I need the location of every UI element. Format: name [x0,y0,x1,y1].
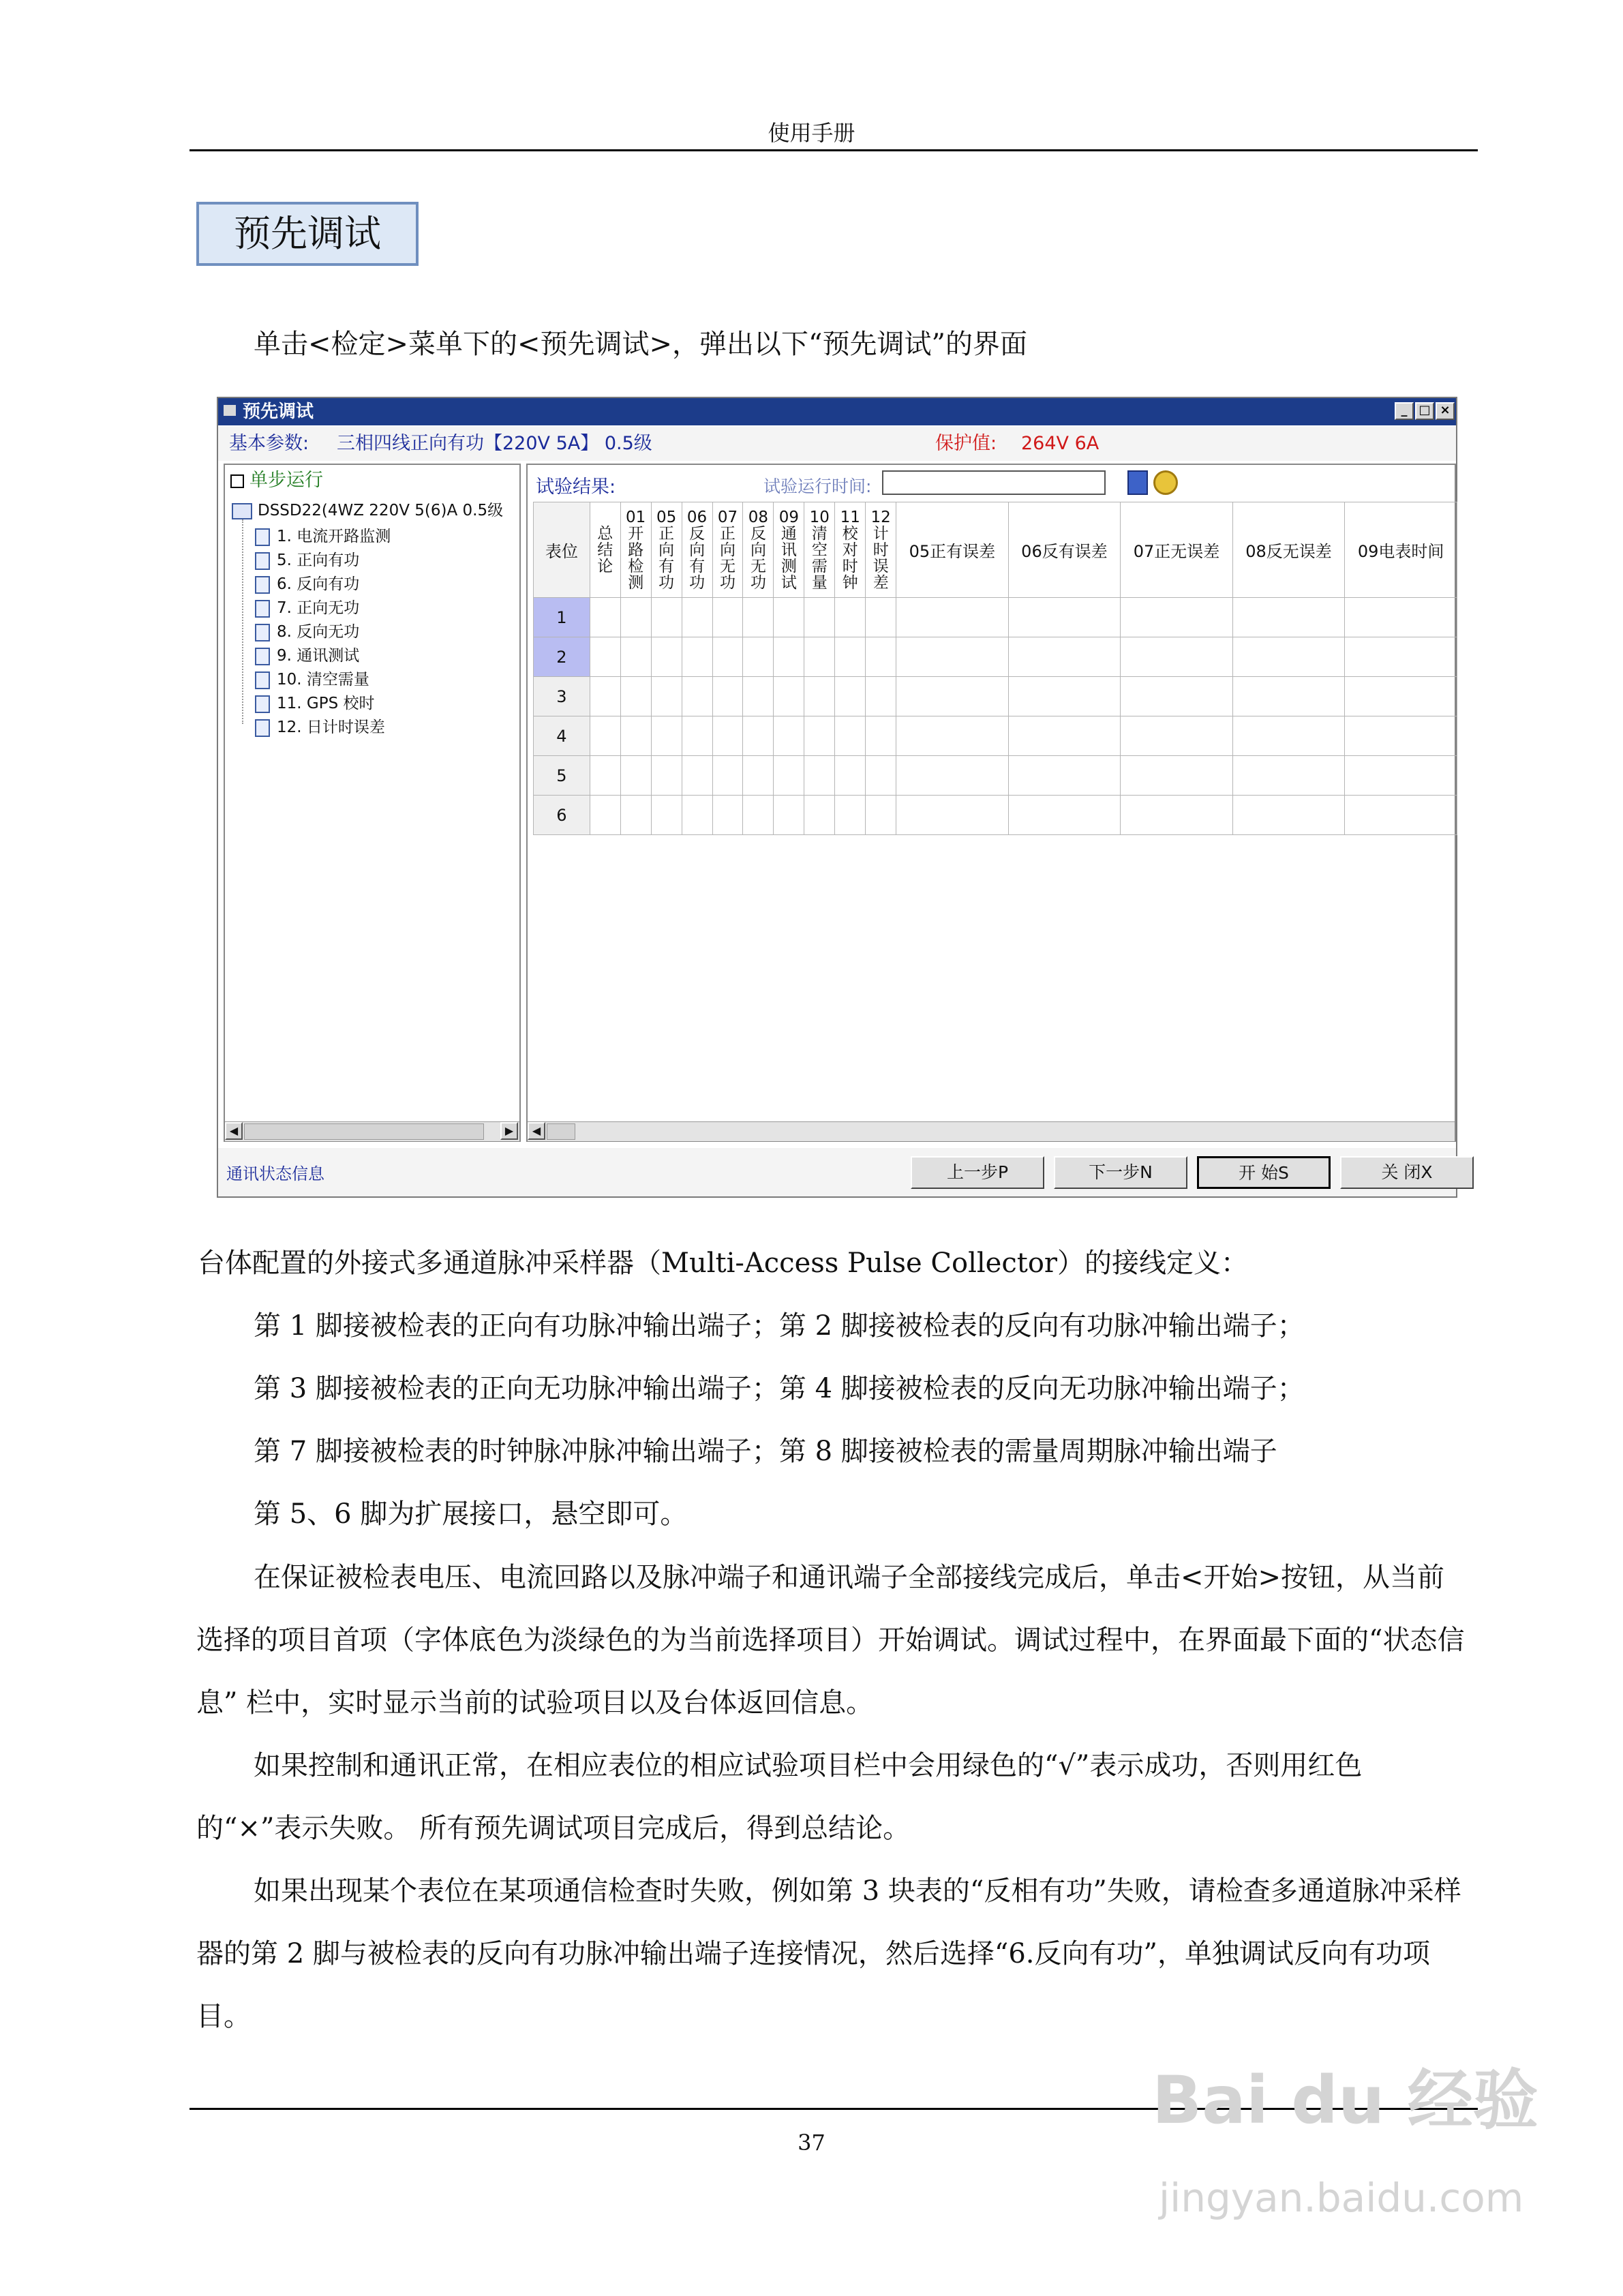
col-06: 06 反向有功 [682,502,712,598]
scroll-left-icon[interactable]: ◀ [528,1122,545,1140]
paragraph-start: 在保证被检表电压、电流回路以及脉冲端子和通讯端子全部接线完成后，单击<开始>按钮，从当前选择的项目首项（字体底色为淡绿色的为当前选择项目）开始调试。调试过程中，在界面最下面的“状态信息” 栏中，实时显示当前的试验项目以及台体返回信息。 [196,1562,1465,1719]
tree-hscrollbar[interactable] [225,1121,519,1141]
baidu-watermark-url: jingyan.baidu.com [1159,2175,1524,2221]
col-07-error: 07正无误差 [1121,502,1233,598]
document-icon [255,648,270,665]
row-number: 4 [534,716,590,756]
pre-debug-window [217,397,1457,1198]
col-12: 12 计时误差 [866,502,896,598]
paragraph-pins-1-2: 第 1 脚接被检表的正向有功脉冲输出端子；第 2 脚接被检表的反向有功脉冲输出端子； [254,1310,1305,1342]
col-09: 09 通讯测试 [774,502,804,598]
minimize-button[interactable]: _ [1395,402,1414,420]
tree-root-label: DSSD22(4WZ 220V 5(6)A 0.5级 [258,502,504,519]
run-time-field[interactable] [882,470,1106,495]
close-button[interactable]: × [1436,402,1455,420]
status-bar [218,1148,1456,1196]
intro-text: 单击<检定>菜单下的<预先调试>，弹出以下“预先调试”的界面 [254,329,1027,360]
results-panel [526,464,1456,1142]
table-row[interactable] [534,716,1457,756]
document-icon [255,719,270,737]
results-table [533,502,1457,835]
window-title: 预先调试 [243,402,314,422]
start-button[interactable]: 开 始S [1197,1156,1331,1189]
row-number: 1 [534,598,590,637]
col-11: 11 校对时钟 [835,502,866,598]
tree-item[interactable]: 9. 通讯测试 [255,644,391,668]
maximize-button[interactable]: □ [1415,402,1434,420]
protect-value: 264V 6A [1021,433,1099,454]
table-row[interactable] [534,598,1457,637]
table-row[interactable] [534,756,1457,796]
tree-item[interactable]: 6. 反向有功 [255,573,391,596]
row-number: 6 [534,796,590,835]
document-icon [255,695,270,713]
row-number: 3 [534,677,590,716]
row-number: 5 [534,756,590,796]
prev-step-button[interactable]: 上一步P [911,1156,1044,1189]
col-08: 08 反向无功 [743,502,774,598]
database-icon[interactable] [1127,470,1148,495]
params-value: 三相四线正向有功【220V 5A】 0.5级 [337,433,652,454]
page-number: 37 [798,2130,825,2156]
document-icon [255,671,270,689]
protect-label: 保护值: [935,433,997,454]
paragraph-wiring-def: 台体配置的外接式多通道脉冲采样器（Multi-Access Pulse Collector）的接线定义： [198,1248,1249,1279]
status-info-label: 通讯状态信息 [226,1164,324,1183]
table-header-row [534,502,1457,598]
tree-root[interactable] [232,499,503,523]
step-run-checkbox[interactable] [230,470,323,491]
window-titlebar [218,398,1456,425]
col-01: 01 开路检测 [620,502,651,598]
scroll-thumb[interactable] [547,1123,575,1140]
book-icon [232,503,252,519]
col-05-error: 05正有误差 [896,502,1009,598]
col-conclusion: 总结论 [590,502,620,598]
tree-item[interactable]: 5. 正向有功 [255,549,391,573]
page-header: 使用手册 [768,120,855,146]
table-hscrollbar[interactable] [528,1121,1455,1141]
tree-item[interactable]: 1. 电流开路监测 [255,525,391,549]
table-row[interactable] [534,637,1457,677]
run-time-label: 试验运行时间: [763,477,872,496]
col-05: 05 正向有功 [651,502,682,598]
paragraph-results: 如果控制和通讯正常，在相应表位的相应试验项目栏中会用绿色的“√”表示成功，否则用红色的“×”表示失败。 所有预先调试项目完成后，得到总结论。 [196,1750,1363,1844]
col-10: 10 清空需量 [804,502,835,598]
document-icon [255,528,270,546]
scroll-left-icon[interactable]: ◀ [225,1122,243,1140]
params-bar [218,427,1456,461]
tree-item[interactable]: 8. 反向无功 [255,620,391,644]
tree-item[interactable]: 7. 正向无功 [255,596,391,620]
gear-icon[interactable] [1153,470,1178,495]
col-09-meter-time: 09电表时间 [1345,502,1457,598]
paragraph-pins-3-4: 第 3 脚接被检表的正向无功脉冲输出端子；第 4 脚接被检表的反向无功脉冲输出端子； [254,1373,1305,1404]
document-icon [255,552,270,570]
tree-item[interactable]: 10. 清空需量 [255,668,391,692]
row-number: 2 [534,637,590,677]
results-label: 试验结果: [536,477,616,498]
document-icon [255,624,270,641]
item-tree-panel [224,464,521,1142]
paragraph-pins-7-8: 第 7 脚接被检表的时钟脉冲脉冲输出端子；第 8 脚接被检表的需量周期脉冲输出端子 [254,1436,1277,1467]
step-run-label: 单步运行 [249,470,323,491]
col-06-error: 06反有误差 [1008,502,1121,598]
app-icon [224,405,236,416]
section-title: 预先调试 [196,202,419,266]
next-step-button[interactable]: 下一步N [1054,1156,1187,1189]
col-07: 07 正向无功 [712,502,743,598]
scroll-thumb[interactable] [244,1123,484,1140]
scroll-right-icon[interactable]: ▶ [500,1122,518,1140]
col-08-error: 08反无误差 [1232,502,1345,598]
close-dialog-button[interactable]: 关 闭X [1340,1156,1474,1189]
tree-item[interactable]: 12. 日计时误差 [255,716,391,740]
paragraph-pins-5-6: 第 5、6 脚为扩展接口，悬空即可。 [254,1498,688,1530]
table-row[interactable] [534,677,1457,716]
document-icon [255,600,270,618]
table-row[interactable] [534,796,1457,835]
checkbox-icon [230,474,244,488]
params-label: 基本参数: [229,433,309,454]
baidu-watermark-logo: Bai du 经验 [1152,2062,1538,2139]
paragraph-failure: 如果出现某个表位在某项通信检查时失败，例如第 3 块表的“反相有功”失败，请检查多通道脉冲采样器的第 2 脚与被检表的反向有功脉冲输出端子连接情况，然后选择“6.反向有功”，单独调试反向有功项目。 [196,1875,1461,2032]
col-pos: 表位 [534,502,590,598]
header-rule [189,149,1478,151]
tree-item[interactable]: 11. GPS 校时 [255,692,391,716]
tree-guide-line [242,519,243,724]
document-icon [255,576,270,594]
